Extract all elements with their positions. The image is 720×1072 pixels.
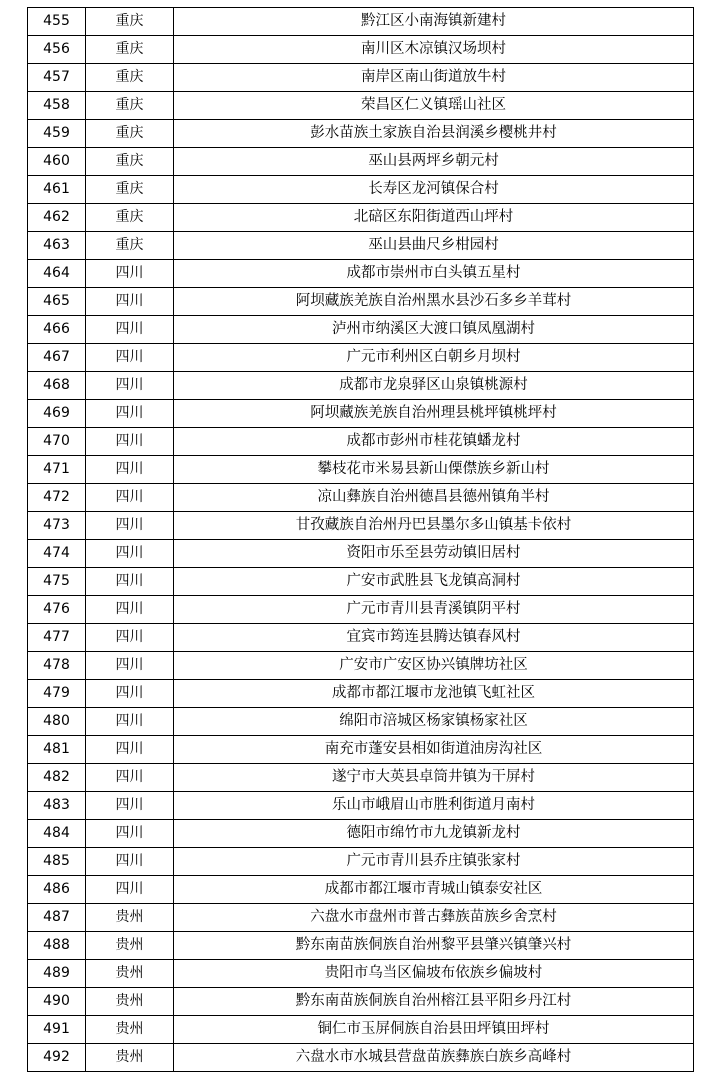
table-row	[28, 512, 694, 540]
table-row	[28, 960, 694, 988]
table-row	[28, 596, 694, 624]
row-index-cell: 464	[28, 260, 86, 288]
row-village-name-cell: 攀枝花市米易县新山傈僸族乡新山村	[174, 456, 694, 484]
table-row	[28, 932, 694, 960]
row-province-cell: 贵州	[86, 960, 174, 988]
row-province-cell: 四川	[86, 568, 174, 596]
row-village-name-cell: 资阳市乐至县劳动镇旧居村	[174, 540, 694, 568]
row-province-cell: 贵州	[86, 1016, 174, 1044]
row-province-cell: 四川	[86, 596, 174, 624]
row-index-cell: 469	[28, 400, 86, 428]
row-province-cell: 四川	[86, 400, 174, 428]
row-village-name-cell: 成都市都江堰市龙池镇飞虹社区	[174, 680, 694, 708]
row-village-name-cell: 广安市广安区协兴镇牌坊社区	[174, 652, 694, 680]
table-row	[28, 120, 694, 148]
row-province-cell: 重庆	[86, 232, 174, 260]
row-village-name-cell: 乐山市峨眉山市胜利街道月南村	[174, 792, 694, 820]
table-body	[28, 8, 694, 1072]
table-row	[28, 232, 694, 260]
row-province-cell: 四川	[86, 680, 174, 708]
table-row	[28, 792, 694, 820]
row-village-name-cell: 甘孜藏族自治州丹巴县墨尔多山镇基卡依村	[174, 512, 694, 540]
table-row	[28, 624, 694, 652]
row-village-name-cell: 黔江区小南海镇新建村	[174, 8, 694, 36]
row-province-cell: 四川	[86, 428, 174, 456]
row-province-cell: 四川	[86, 344, 174, 372]
row-index-cell: 479	[28, 680, 86, 708]
row-province-cell: 重庆	[86, 36, 174, 64]
table-row	[28, 764, 694, 792]
row-village-name-cell: 广元市青川县青溪镇阴平村	[174, 596, 694, 624]
row-village-name-cell: 广元市利州区白朝乡月坝村	[174, 344, 694, 372]
row-village-name-cell: 成都市崇州市白头镇五星村	[174, 260, 694, 288]
row-province-cell: 四川	[86, 540, 174, 568]
table-row	[28, 708, 694, 736]
row-village-name-cell: 黔东南苗族侗族自治州黎平县肇兴镇肇兴村	[174, 932, 694, 960]
row-index-cell: 488	[28, 932, 86, 960]
table-row	[28, 540, 694, 568]
row-province-cell: 四川	[86, 876, 174, 904]
row-village-name-cell: 广元市青川县乔庄镇张家村	[174, 848, 694, 876]
row-index-cell: 475	[28, 568, 86, 596]
row-province-cell: 重庆	[86, 120, 174, 148]
row-province-cell: 贵州	[86, 1044, 174, 1072]
row-index-cell: 478	[28, 652, 86, 680]
row-village-name-cell: 阿坝藏族羌族自治州理县桃坪镇桃坪村	[174, 400, 694, 428]
row-index-cell: 483	[28, 792, 86, 820]
row-village-name-cell: 贵阳市乌当区偏坡布依族乡偏坡村	[174, 960, 694, 988]
table-row	[28, 736, 694, 764]
row-index-cell: 468	[28, 372, 86, 400]
row-village-name-cell: 长寿区龙河镇保合村	[174, 176, 694, 204]
row-index-cell: 463	[28, 232, 86, 260]
row-province-cell: 四川	[86, 260, 174, 288]
table-row	[28, 148, 694, 176]
row-province-cell: 四川	[86, 316, 174, 344]
row-village-name-cell: 南川区木凉镇汉场坝村	[174, 36, 694, 64]
row-province-cell: 四川	[86, 372, 174, 400]
row-village-name-cell: 宜宾市筠连县腾达镇春风村	[174, 624, 694, 652]
row-index-cell: 458	[28, 92, 86, 120]
row-province-cell: 四川	[86, 652, 174, 680]
row-index-cell: 459	[28, 120, 86, 148]
row-index-cell: 472	[28, 484, 86, 512]
row-province-cell: 重庆	[86, 92, 174, 120]
row-index-cell: 489	[28, 960, 86, 988]
row-province-cell: 重庆	[86, 176, 174, 204]
row-province-cell: 重庆	[86, 64, 174, 92]
row-village-name-cell: 凉山彝族自治州德昌县德州镇角半村	[174, 484, 694, 512]
row-province-cell: 四川	[86, 764, 174, 792]
row-province-cell: 四川	[86, 288, 174, 316]
row-province-cell: 贵州	[86, 932, 174, 960]
row-village-name-cell: 成都市龙泉驿区山泉镇桃源村	[174, 372, 694, 400]
table-row	[28, 1044, 694, 1072]
table-row	[28, 288, 694, 316]
row-village-name-cell: 成都市彭州市桂花镇蟠龙村	[174, 428, 694, 456]
row-index-cell: 490	[28, 988, 86, 1016]
table-row	[28, 1016, 694, 1044]
row-village-name-cell: 六盘水市水城县营盘苗族彝族白族乡高峰村	[174, 1044, 694, 1072]
row-village-name-cell: 黔东南苗族侗族自治州榕江县平阳乡丹江村	[174, 988, 694, 1016]
row-village-name-cell: 南岸区南山街道放牛村	[174, 64, 694, 92]
row-index-cell: 476	[28, 596, 86, 624]
row-index-cell: 481	[28, 736, 86, 764]
row-index-cell: 461	[28, 176, 86, 204]
table-row	[28, 456, 694, 484]
table-row	[28, 400, 694, 428]
village-listing-table	[27, 7, 694, 1072]
row-index-cell: 484	[28, 820, 86, 848]
row-village-name-cell: 绵阳市涪城区杨家镇杨家社区	[174, 708, 694, 736]
row-province-cell: 四川	[86, 624, 174, 652]
row-village-name-cell: 荣昌区仁义镇瑶山社区	[174, 92, 694, 120]
row-province-cell: 贵州	[86, 904, 174, 932]
row-village-name-cell: 遂宁市大英县卓筒井镇为干屏村	[174, 764, 694, 792]
row-province-cell: 四川	[86, 708, 174, 736]
row-village-name-cell: 南充市蓬安县相如街道油房沟社区	[174, 736, 694, 764]
row-village-name-cell: 北碚区东阳街道西山坪村	[174, 204, 694, 232]
row-village-name-cell: 巫山县两坪乡朝元村	[174, 148, 694, 176]
row-village-name-cell: 六盘水市盘州市普古彝族苗族乡舍烹村	[174, 904, 694, 932]
row-index-cell: 467	[28, 344, 86, 372]
table-row	[28, 176, 694, 204]
row-index-cell: 477	[28, 624, 86, 652]
table-row	[28, 344, 694, 372]
table-row	[28, 848, 694, 876]
row-village-name-cell: 广安市武胜县飞龙镇高洞村	[174, 568, 694, 596]
row-index-cell: 492	[28, 1044, 86, 1072]
row-province-cell: 四川	[86, 848, 174, 876]
row-village-name-cell: 泸州市纳溪区大渡口镇凤凰湖村	[174, 316, 694, 344]
table-row	[28, 652, 694, 680]
row-index-cell: 485	[28, 848, 86, 876]
row-province-cell: 贵州	[86, 988, 174, 1016]
row-index-cell: 480	[28, 708, 86, 736]
table-row	[28, 260, 694, 288]
row-province-cell: 重庆	[86, 204, 174, 232]
row-index-cell: 455	[28, 8, 86, 36]
table-row	[28, 36, 694, 64]
row-province-cell: 四川	[86, 456, 174, 484]
table-row	[28, 64, 694, 92]
table-row	[28, 568, 694, 596]
row-index-cell: 456	[28, 36, 86, 64]
table-row	[28, 484, 694, 512]
table-row	[28, 316, 694, 344]
row-index-cell: 466	[28, 316, 86, 344]
row-index-cell: 471	[28, 456, 86, 484]
table-row	[28, 204, 694, 232]
row-village-name-cell: 铜仁市玉屏侗族自治县田坪镇田坪村	[174, 1016, 694, 1044]
table-row	[28, 904, 694, 932]
row-province-cell: 四川	[86, 820, 174, 848]
row-province-cell: 四川	[86, 792, 174, 820]
row-index-cell: 465	[28, 288, 86, 316]
row-village-name-cell: 阿坝藏族羌族自治州黑水县沙石多乡羊茸村	[174, 288, 694, 316]
row-index-cell: 491	[28, 1016, 86, 1044]
row-index-cell: 487	[28, 904, 86, 932]
table-row	[28, 680, 694, 708]
row-index-cell: 460	[28, 148, 86, 176]
row-index-cell: 474	[28, 540, 86, 568]
row-index-cell: 482	[28, 764, 86, 792]
row-index-cell: 486	[28, 876, 86, 904]
row-province-cell: 四川	[86, 484, 174, 512]
row-village-name-cell: 彭水苗族土家族自治县润溪乡樱桃井村	[174, 120, 694, 148]
row-province-cell: 四川	[86, 512, 174, 540]
table-row	[28, 988, 694, 1016]
row-index-cell: 470	[28, 428, 86, 456]
row-index-cell: 473	[28, 512, 86, 540]
row-province-cell: 重庆	[86, 8, 174, 36]
row-village-name-cell: 成都市都江堰市青城山镇泰安社区	[174, 876, 694, 904]
row-index-cell: 457	[28, 64, 86, 92]
table-row	[28, 876, 694, 904]
row-index-cell: 462	[28, 204, 86, 232]
row-village-name-cell: 德阳市绵竹市九龙镇新龙村	[174, 820, 694, 848]
row-province-cell: 重庆	[86, 148, 174, 176]
row-province-cell: 四川	[86, 736, 174, 764]
row-village-name-cell: 巫山县曲尺乡柑园村	[174, 232, 694, 260]
table-row	[28, 8, 694, 36]
table-row	[28, 372, 694, 400]
table-row	[28, 92, 694, 120]
table-row	[28, 820, 694, 848]
table-row	[28, 428, 694, 456]
